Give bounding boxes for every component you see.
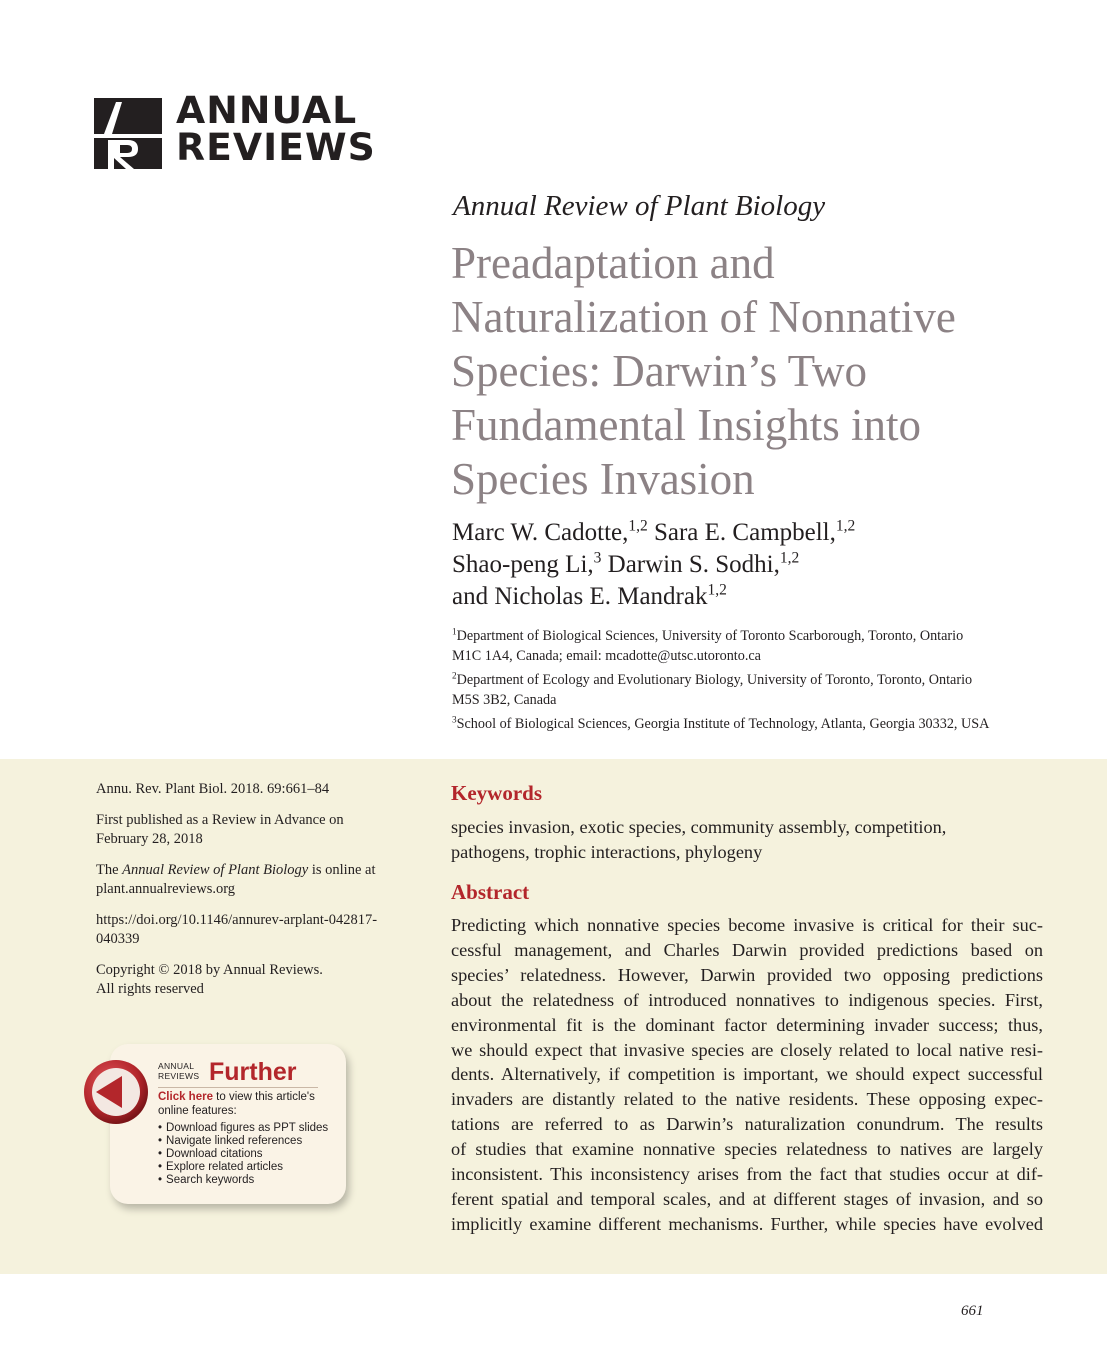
click-here-link[interactable]: Click here (158, 1091, 213, 1103)
abstract-text (451, 913, 1043, 1237)
feature-item[interactable]: • Search keywords (158, 1174, 328, 1187)
article-title (451, 236, 1071, 506)
abstract-line: we should expect that invasive species are closely related to local native resi- (451, 1039, 1043, 1060)
affil-text: Department of Biological Sciences, University of Toronto Scarborough, Toronto, Ontario (456, 628, 964, 644)
feature-item[interactable]: • Navigate linked references (158, 1135, 328, 1148)
author-affil-sup: 3 (593, 549, 602, 567)
further-feature-list (158, 1122, 328, 1187)
author-name: Darwin S. Sodhi, (607, 551, 780, 578)
further-small-label: ANNUAL REVIEWS (158, 1061, 200, 1081)
abstract-line: tations are referred to as Darwin’s naturalization conundrum. The results (451, 1114, 1043, 1135)
abstract-heading: Abstract (451, 880, 530, 904)
affil-num: 2 (452, 670, 457, 681)
keywords-line: pathogens, trophic interactions, phylogeny (451, 842, 763, 862)
author-line (452, 581, 1072, 613)
logo-word-reviews: REVIEWS (176, 126, 376, 169)
affil-text: M1C 1A4, Canada; email: mcadotte@utsc.utoronto.ca (452, 647, 761, 664)
abstract-line: implicitly examine different mechanisms. Further, while species have evolved (451, 1213, 1043, 1234)
feature-item[interactable]: • Download citations (158, 1148, 328, 1161)
logo-wordmark (176, 89, 376, 169)
further-instructions: Click here to view this article's online features: (158, 1091, 315, 1117)
affiliations (452, 627, 1052, 740)
abstract-line: Predicting which nonnative species become invasive is critical for their suc- (451, 915, 1043, 935)
author-affil-sup: 1,2 (835, 517, 856, 535)
feature-item[interactable]: • Explore related articles (158, 1161, 328, 1174)
abstract-line: inconsistent. This inconsistency arises from the fact that studies occur at dif- (451, 1164, 1043, 1185)
author-name: Sara E. Campbell, (653, 519, 836, 546)
title-line: Fundamental Insights into (451, 400, 921, 450)
author-line (452, 549, 1072, 581)
journal-name: Annual Review of Plant Biology (453, 190, 826, 222)
author-name: and Nicholas E. Mandrak (452, 583, 708, 610)
title-line: Species Invasion (451, 454, 755, 504)
title-line: Species: Darwin’s Two (451, 346, 867, 396)
abstract-line: ferent spatial and temporal scales, and at different stages of invasion, and so (451, 1188, 1043, 1209)
journal-url[interactable]: plant.annualreviews.org (96, 881, 236, 897)
author-affil-sup: 1,2 (779, 549, 800, 567)
title-line: Naturalization of Nonnative (451, 292, 956, 342)
abstract-line: of studies that examine nonnative species relatedness to natives are largely (451, 1139, 1043, 1160)
citation: Annu. Rev. Plant Biol. 2018. 69:661–84 (96, 781, 330, 797)
keywords-line: species invasion, exotic species, community assembly, competition, (451, 817, 947, 837)
affil-text: School of Biological Sciences, Georgia Institute of Technology, Atlanta, Georgia 30332, USA (456, 716, 990, 732)
page-number: 661 (961, 1303, 984, 1319)
keywords-heading: Keywords (451, 781, 542, 805)
abstract-line: environmental fit is the dominant factor determining invader success; thus, (451, 1014, 1043, 1035)
author-name: Marc W. Cadotte, (452, 519, 629, 546)
ar-logo-icon (94, 98, 162, 169)
abstract-line: cessful management, and Charles Darwin provided predictions based on (451, 939, 1043, 960)
abstract-line: invaders are distantly related to the native residents. These opposing expec- (451, 1089, 1043, 1110)
back-arrow-icon[interactable] (82, 1058, 150, 1126)
article-meta (96, 780, 416, 1011)
affil-num: 3 (452, 714, 457, 725)
author-affil-sup: 1,2 (628, 517, 648, 535)
affil-text: M5S 3B2, Canada (452, 691, 557, 708)
affiliation (452, 715, 1052, 735)
abstract-line: species’ relatedness. However, Darwin provided two opposing predictions (451, 964, 1043, 985)
author-affil-sup: 1,2 (707, 581, 727, 599)
online-at: The Annual Review of Plant Biology is online at plant.annualreviews.org (96, 861, 416, 899)
author-line (452, 517, 1072, 549)
author-list (452, 517, 1072, 613)
feature-item[interactable]: • Download figures as PPT slides (158, 1122, 328, 1135)
abstract-line: dents. Alternatively, if competition is important, we should expect successful (451, 1064, 1043, 1085)
doi[interactable]: https://doi.org/10.1146/annurev-arplant-042817- 040339 (96, 912, 378, 947)
abstract-line: about the relatedness of introduced nonnatives to indigenous species. First, (451, 989, 1043, 1010)
affiliation (452, 671, 1052, 710)
further-title: Further (209, 1058, 297, 1086)
title-line: Preadaptation and (451, 238, 775, 288)
annual-reviews-logo (94, 89, 376, 172)
affil-text: Department of Ecology and Evolutionary Biology, University of Toronto, Toronto, Ontario (456, 672, 973, 688)
first-published: First published as a Review in Advance on February 28, 2018 (96, 812, 344, 847)
further-divider (158, 1087, 318, 1088)
keywords-list (451, 815, 1051, 865)
affil-num: 1 (452, 626, 457, 637)
online-journal: Annual Review of Plant Biology (122, 862, 309, 878)
copyright: Copyright © 2018 by Annual Reviews. All rights reserved (96, 962, 323, 997)
logo-word-annual: ANNUAL (176, 89, 358, 132)
affiliation (452, 627, 1052, 666)
author-name: Shao-peng Li, (452, 551, 594, 578)
